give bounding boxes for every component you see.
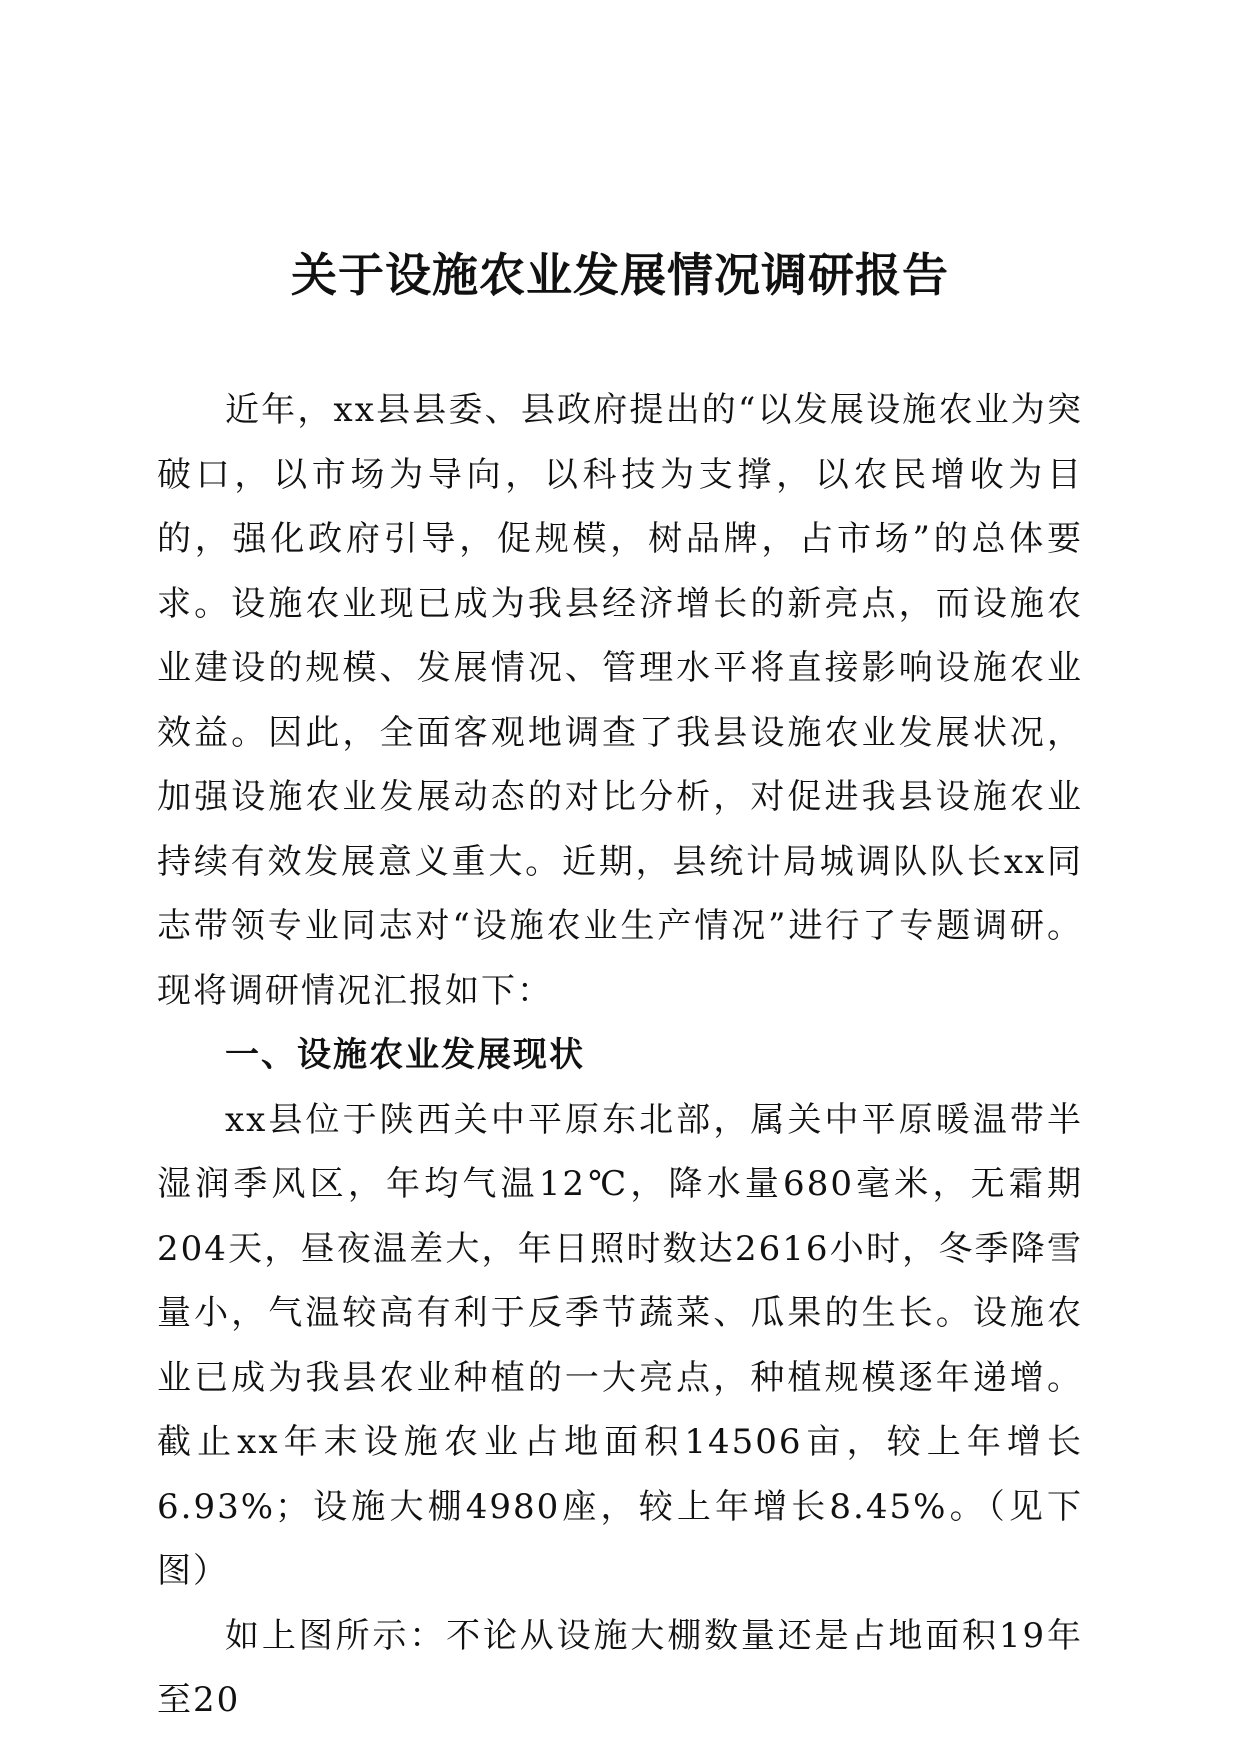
paragraph-chart-note: 如上图所示：不论从设施大棚数量还是占地面积19年至20: [157, 1615, 1083, 1720]
document-title: 关于设施农业发展情况调研报告: [291, 248, 949, 302]
paragraph-intro: 近年，xx县县委、县政府提出的“以发展设施农业为突破口，以市场为导向，以科技为支撑，以农民增收为目的，强化政府引导，促规模，树品牌，占市场”的总体要求。设施农业现已成为我县经济增长的新亮点，而设施农业建设的规模、发展情况、管理水平将直接影响设施农业效益。因此，全面客观地调查了我县设施农业发展状况，加强设施农业发展动态的对比分析，对促进我县设施农业持续有效发展意义重大。近期，县统计局城调队队长xx同志带领专业同志对“设施农业生产情况”进行了专题调研。现将调研情况汇报如下：: [157, 390, 1083, 1011]
section-heading: 一、设施农业发展现状: [225, 1035, 585, 1075]
document-body: [157, 378, 1083, 1720]
paragraph-status: xx县位于陕西关中平原东北部，属关中平原暖温带半湿润季风区，年均气温12℃，降水量680毫米，无霜期204天，昼夜温差大，年日照时数达2616小时，冬季降雪量小，气温较高有利于反季节蔬菜、瓜果的生长。设施农业已成为我县农业种植的一大亮点，种植规模逐年递增。截止xx年末设施农业占地面积14506亩，较上年增长6.93%；设施大棚4980座，较上年增长8.45%。（见下图）: [157, 1099, 1083, 1591]
